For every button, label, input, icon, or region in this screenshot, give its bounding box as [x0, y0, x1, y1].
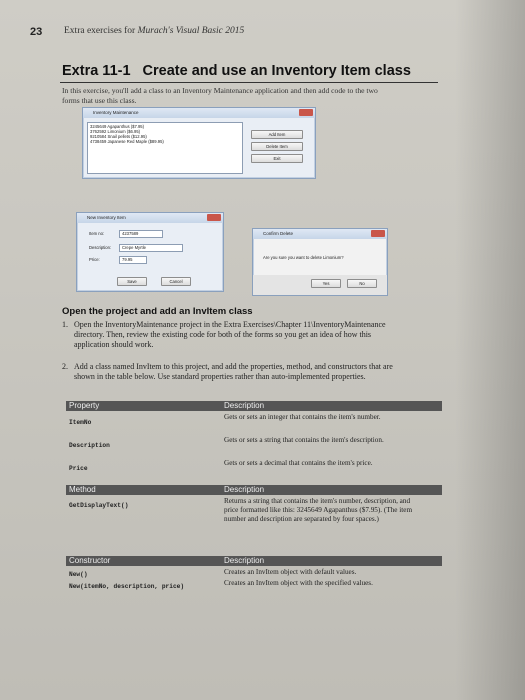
confirm-message: Are you sure you want to delete Limonium? [263, 255, 344, 260]
confirm-dialog-screenshot [252, 228, 388, 296]
constructor-desc: Creates an InvItem object with the specified values. [224, 579, 373, 587]
description-header: Description [224, 556, 265, 565]
constructor-name: New() [69, 571, 88, 578]
running-head-book: Murach's Visual Basic 2015 [137, 26, 245, 36]
property-name: Price [69, 465, 88, 472]
property-name: ItemNo [69, 419, 92, 426]
delete-item-button: Delete Item [251, 142, 303, 151]
running-head-prefix: Extra exercises for [64, 26, 138, 36]
exercise-number: Extra 11-1 [62, 63, 131, 79]
close-icon [207, 214, 221, 221]
list-item: 4738459 Japanese Red Maple ($89.95) [90, 139, 164, 144]
new-item-form-title: New Inventory Item [87, 215, 126, 220]
property-header: Property [69, 401, 100, 410]
method-header: Method [69, 485, 96, 494]
description-header: Description [224, 485, 265, 494]
yes-button: Yes [311, 279, 341, 288]
method-desc: Returns a string that contains the item's number, description, and price formatted like this: 3245649 Agapanthus ($7.95). (The item number and description are separated by four spaces.) [224, 497, 413, 523]
property-desc: Gets or sets a decimal that contains the item's price. [224, 459, 373, 467]
close-icon [371, 230, 385, 237]
step-text: Add a class named InvItem to this project, and add the properties, method, and constructors that are shown in the table below. Use standard properties rather than auto-implemented properties. [74, 362, 393, 381]
confirm-dialog-title: Confirm Delete [263, 231, 294, 236]
exit-button: Exit [251, 154, 303, 163]
main-form-titlebar [83, 108, 315, 118]
running-head [64, 26, 244, 36]
step-text: Open the InventoryMaintenance project in the Extra Exercises\Chapter 11\InventoryMaintenance directory. Then, review the existing code for both of the forms so you get an idea of how this application should work. [74, 320, 386, 349]
section-heading: Open the project and add an InvItem class [62, 306, 253, 317]
step-2 [62, 362, 402, 394]
confirm-titlebar [253, 229, 387, 239]
title-rule [60, 82, 438, 83]
no-button: No [347, 279, 377, 288]
description-label: Description: [89, 245, 112, 250]
method-header-row [66, 485, 442, 495]
property-header-row [66, 401, 442, 411]
property-desc: Gets or sets an integer that contains the item's number. [224, 413, 381, 421]
exercise-title [62, 63, 411, 79]
list-item: 9210584 Snail pellets ($12.95) [90, 134, 147, 139]
add-item-button: Add Item [251, 130, 303, 139]
cancel-button: Cancel [161, 277, 191, 286]
price-label: Price: [89, 257, 100, 262]
property-desc: Gets or sets a string that contains the item's description. [224, 436, 384, 444]
item-no-label: Item no: [89, 231, 105, 236]
constructor-header-row [66, 556, 442, 566]
item-no-field: 4237589 [119, 230, 163, 238]
constructor-header: Constructor [69, 556, 111, 565]
step-number: 2. [62, 362, 68, 371]
property-name: Description [69, 442, 110, 449]
close-icon [299, 109, 313, 116]
page-number: 23 [30, 26, 43, 38]
method-name: GetDisplayText() [69, 502, 129, 509]
main-form-screenshot [82, 107, 316, 179]
description-header: Description [224, 401, 265, 410]
main-form-title: Inventory Maintenance [93, 110, 139, 115]
step-number: 1. [62, 320, 68, 329]
step-1 [62, 320, 402, 352]
inventory-listbox [87, 122, 243, 174]
constructor-desc: Creates an InvItem object with default values. [224, 568, 357, 576]
new-item-form-screenshot [76, 212, 224, 292]
list-item: 3762592 Limonium ($6.95) [90, 129, 141, 134]
constructor-name: New(itemNo, description, price) [69, 583, 185, 590]
price-field: 79.95 [119, 256, 147, 264]
exercise-title-text: Create and use an Inventory Item class [142, 63, 411, 79]
new-item-titlebar [77, 213, 223, 223]
list-item: 3245649 Agapanthus ($7.95) [90, 124, 145, 129]
description-field: Crepe Myrtle [119, 244, 183, 252]
exercise-intro: In this exercise, you'll add a class to an Inventory Maintenance application and then add code to the two forms that use this class. [62, 86, 378, 105]
save-button: Save [117, 277, 147, 286]
